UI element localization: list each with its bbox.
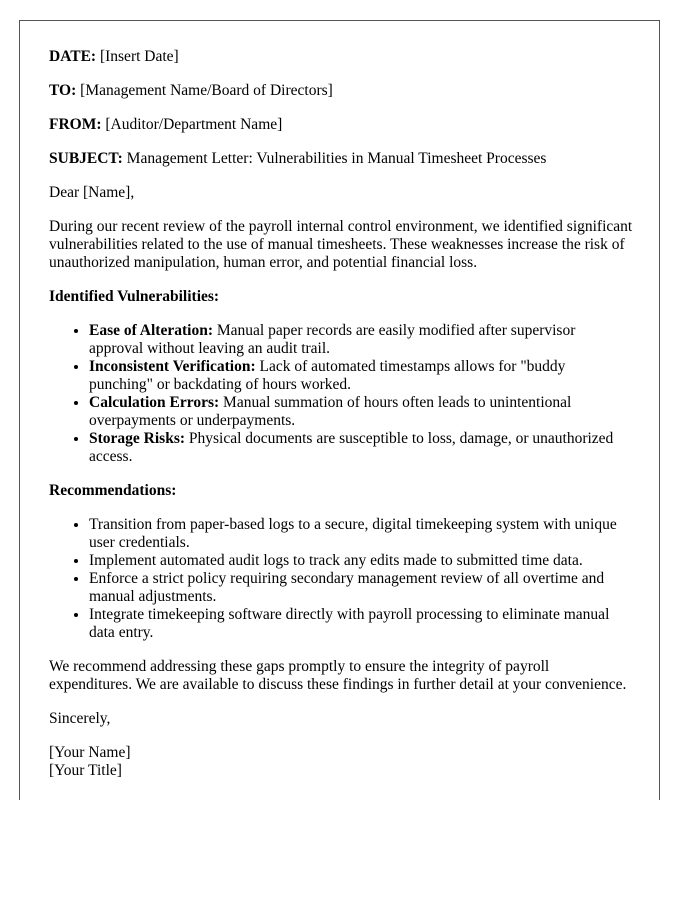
subject-label: SUBJECT: <box>49 150 123 167</box>
subject-value: Management Letter: Vulnerabilities in Manual Timesheet Processes <box>126 150 547 167</box>
vulnerability-item <box>89 322 633 358</box>
signoff: Sincerely, <box>49 710 111 727</box>
vulnerability-text: Physical documents are susceptible to loss, damage, or unauthorized access. <box>89 430 614 465</box>
recommendation-item: • Enforce a strict policy requiring secondary management review of all overtime and manual adjustments. <box>89 570 633 606</box>
recommendation-item: • Implement automated audit logs to track any edits made to submitted time data. <box>89 552 633 570</box>
recommendation-item: • Transition from paper-based logs to a secure, digital timekeeping system with unique user credentials. <box>89 516 633 552</box>
to-line <box>49 82 633 100</box>
from-line <box>49 116 633 134</box>
signature-title: [Your Title] <box>49 762 122 779</box>
vulnerability-title: Ease of Alteration: <box>89 322 213 339</box>
recommendations-heading: Recommendations: <box>49 482 177 499</box>
from-label: FROM: <box>49 116 102 133</box>
intro-paragraph: During our recent review of the payroll internal control environment, we identified significant vulnerabilities related to the use of manual timesheets. These weaknesses increase the risk of unauthorized manipulation, human error, and potential financial loss. <box>49 218 633 271</box>
vulnerability-title: Storage Risks: <box>89 430 186 447</box>
date-label: DATE: <box>49 48 97 65</box>
recommendation-item: • Integrate timekeeping software directly with payroll processing to eliminate manual data entry. <box>89 606 633 642</box>
date-line <box>49 48 633 66</box>
vulnerability-item <box>89 394 633 430</box>
letter-page <box>19 20 660 800</box>
closing-paragraph: We recommend addressing these gaps promptly to ensure the integrity of payroll expenditures. We are available to discuss these findings in further detail at your convenience. <box>49 658 627 693</box>
signature-name: [Your Name] <box>49 744 131 761</box>
subject-line <box>49 150 633 168</box>
vulnerabilities-heading: Identified Vulnerabilities: <box>49 288 220 305</box>
from-value: [Auditor/Department Name] <box>105 116 283 133</box>
salutation: Dear [Name], <box>49 184 135 201</box>
vulnerability-title: Calculation Errors: <box>89 394 220 411</box>
vulnerabilities-list <box>49 322 633 466</box>
to-label: TO: <box>49 82 77 99</box>
recommendations-list <box>49 516 633 642</box>
vulnerability-item <box>89 430 633 466</box>
date-value: [Insert Date] <box>99 48 179 65</box>
vulnerability-text: Manual summation of hours often leads to unintentional overpayments or underpayments. <box>89 394 572 429</box>
vulnerability-item <box>89 358 633 394</box>
vulnerability-text: Lack of automated timestamps allows for "buddy punching" or backdating of hours worked. <box>89 358 566 393</box>
vulnerability-title: Inconsistent Verification: <box>89 358 256 375</box>
to-value: [Management Name/Board of Directors] <box>80 82 333 99</box>
vulnerability-text: Manual paper records are easily modified after supervisor approval without leaving an audit trail. <box>89 322 576 357</box>
